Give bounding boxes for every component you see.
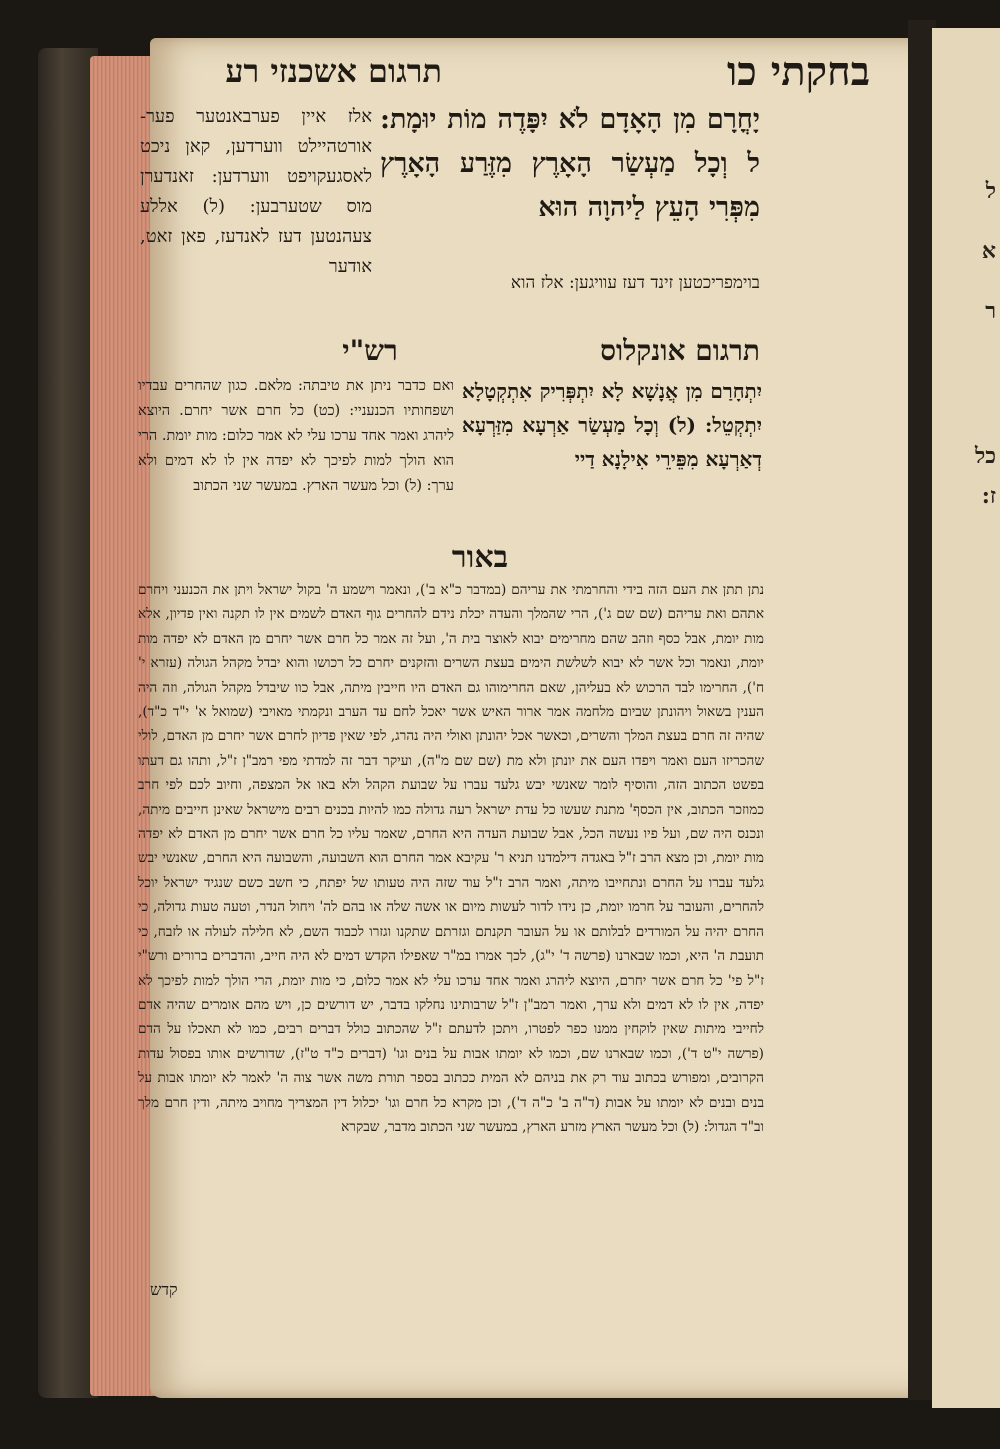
book-spine bbox=[38, 48, 98, 1398]
catchword: קדש bbox=[150, 1280, 178, 1299]
next-page-fragment: ז: bbox=[981, 483, 996, 509]
yiddish-translation: אלז איין פערבאנטער פער- אורטהיילט ווערדען, קאן ניכט לאסגעקויפט ווערדען: זאנדערן מוס שטערבען: (ל) אללע צעהנטען דעז לאנדעז, פאן זאט, אודער bbox=[140, 106, 372, 277]
parasha-header: בחקתי כו bbox=[727, 48, 870, 95]
hebrew-verse: יָחֳרָם מִן הָאָדָם לֹא יִפָּדֶה מוֹת יוּמָת: ל וְכָל מַעְשַׂר הָאָרֶץ מִזֶּרַע הָאָרֶץ מִפְּרִי הָעֵץ לַיהוָה הוּא bbox=[380, 104, 760, 223]
next-page-fragment: ל bbox=[985, 178, 996, 204]
yiddish-bridge-line: בוימפריכטען זינד דעז עוויגען: אלז הוא bbox=[510, 273, 760, 293]
next-page-fragment: א bbox=[981, 238, 996, 264]
onkelos-text: יִתְחָרַם מִן אֲנָשָׁא לָא יִתְפְּרִיק אִתְקְטָלָא יִתְקְטֵל: (ל) וְכָל מַעְשַׂר אַרְעָא מִזַּרְעָא דְאַרְעָא מִפֵּירֵי אִילָנָא דַיי bbox=[462, 379, 762, 471]
rashi-title: רש"י bbox=[342, 334, 398, 367]
biur-text: נתן תתן את העם הזה בידי והחרמתי את עריהם (במדבר כ"א ב'), ונאמר וישמע ה' בקול ישראל ויתן את הכנעני ויחרם אתהם ואת עריהם (שם שם ג'), הרי שהמלך והעדה יכלת נידם להחרים גוף האדם לשמים אין לו תקנה ואין פדיון, אלא מות יומת, אבל כסף וזהב שהם מחרימים יבוא לאוצר בית ה', ועל זה אמר כל חרם אשר יחרם מן האדם לא יפדה מות יומת, ונאמר וכל אשר לא יבוא לשלשת הימים בעצת השרים והזקנים יחרם כל רכושו והוא יבדל מקהל הגולה (עזרא י' ח'), החרימו לבד הרכוש לא בעליהן, שאם החרימוהו גם האדם היו חייבין מיתה, אבל כוו שיבדל מקהל הגולה, וזה היה הענין בשאול ויהונתן שביום מלחמה אמר ארור האיש אשר יאכל לחם עד הערב ונקמתי מאויבי (שמואל א' י"ד כ"ד), שהיה זה חרם בעצת המלך והשרים, וכאשר אכל יהונתן ואולי היה נהרג, לפי שאין פדיון לחרם אשר יחרם מן האדם, לולי שהכריזו העם ואמר ויפדו העם את יונתן ולא מת (שם שם מ"ה), ועיקר דבר זה למדתי מפי רמב"ן ז"ל, ותהו גם דעתו בפשט הכתוב הזה, והוסיף לומר שאנשי יבש גלעד עברו על שבועת הקהל ולא באו אל המצפה, וחיוב לכם לפי חרב כמוזכר הכתוב, אין הכסף' מתנת שעשו כל עדת ישראל רעה גדולה כמו להיות בכנים רבים מישראל שאינן חייבים מיתה, ונכנס היה שם, ועל פיו נעשה הכל, אבל שבועת העדה היא החרם, שאמר עליו כל חרם אשר יחרם מן האדם לא יפדה מות יומת, וכן מצא הרב ז"ל באגדה דילמדנו תניא ר' עקיבא אמר החרם הוא השבועה, והשבועה היא החרם, שאנשי יבש גלעד עברו על החרם ונתחייבו מיתה, ואמר הרב ז"ל עוד שזה היה טעותו של יפתח, כי חשב כשם שנגיד ישראל יוכל להחרים, והעובר על חרמו יומת, כן נידו לדור לעשות מיום או אשה שלה או בהם לה' ויחול הנדר, וטעה טעות גדולה, כי החרם יהיה על המורדים לבלותם או על העובר תקנתם וגזרתם שתקנו וגזרו לכבוד השם, לא חלילה לעולה או לזבח, כי תועבת ה' היא, וכמו שבארנו (פרשה ד' י"ג), לכך אמרו במ"ר שאפילו הקדש דמים לא היה חייב, והדברים ברורים ורש"י ז"ל פי' כל חרם אשר יחרם, היוצא ליהרג ואמר אחד ערכו עלי לא אמר כלום, כי מות יומת, הרי הולך למות לפיכך לא יפדה, אין לו לא דמים ולא ערך, ואמר רמב"ן ז"ל שרבותינו נחלקו בדבר, יש דורשים כן, ויש מהם אומרים שהיה אדם לחייבי מיתות שאין לוקחין ממנו כפר לפטרו, ויתכן לדעתם ז"ל שהכתוב כולל דברים רבים, כמו לא תאכלו על הדם (פרשה י"ט ד'), וכמו שבארנו שם, וכמו לא יומתו אבות על בנים וגו' (דברים כ"ד ט"ז), שדורשים אותו בפסול עדות הקרובים, ומפורש בכתוב עוד רק את בניהם לא המית ככתוב בספר תורת משה אשר צוה ה' לאמר לא יומתו אבות על בנים ובנים לא יומתו על אבות (ד"ה ב' כ"ה ד'), וכן מקרא כל חרם וגו' יכלול דין המצריך מחויב מיתה, ודין חרם מלך וב"ד הגדול: (ל) וכל מעשר הארץ מזרע הארץ, במעשר שני הכתוב מדבר, שבקרא bbox=[138, 582, 764, 1135]
biur-title: באור bbox=[451, 540, 509, 575]
translation-header: תרגום אשכנזי רע bbox=[225, 52, 442, 90]
onkelos-title: תרגום אונקלוס bbox=[600, 334, 760, 367]
next-page-fragment: כל bbox=[974, 443, 996, 469]
next-page bbox=[932, 28, 1000, 1408]
next-page-fragment: ר bbox=[985, 298, 996, 324]
rashi-text: ואם כדבר ניתן את טיבתה: מלאם. כגון שהחרים עבדיו ושפחותיו הכנעניי: (כט) כל חרם אשר יחרם. היוצא ליהרג ואמר אחד ערכו עלי לא אמר כלום: מות יומת. הרי הוא הולך למות לפיכך לא יפדה אין לו לא דמים ולא ערך: (ל) וכל מעשר הארץ. במעשר שני הכתוב bbox=[138, 378, 454, 494]
